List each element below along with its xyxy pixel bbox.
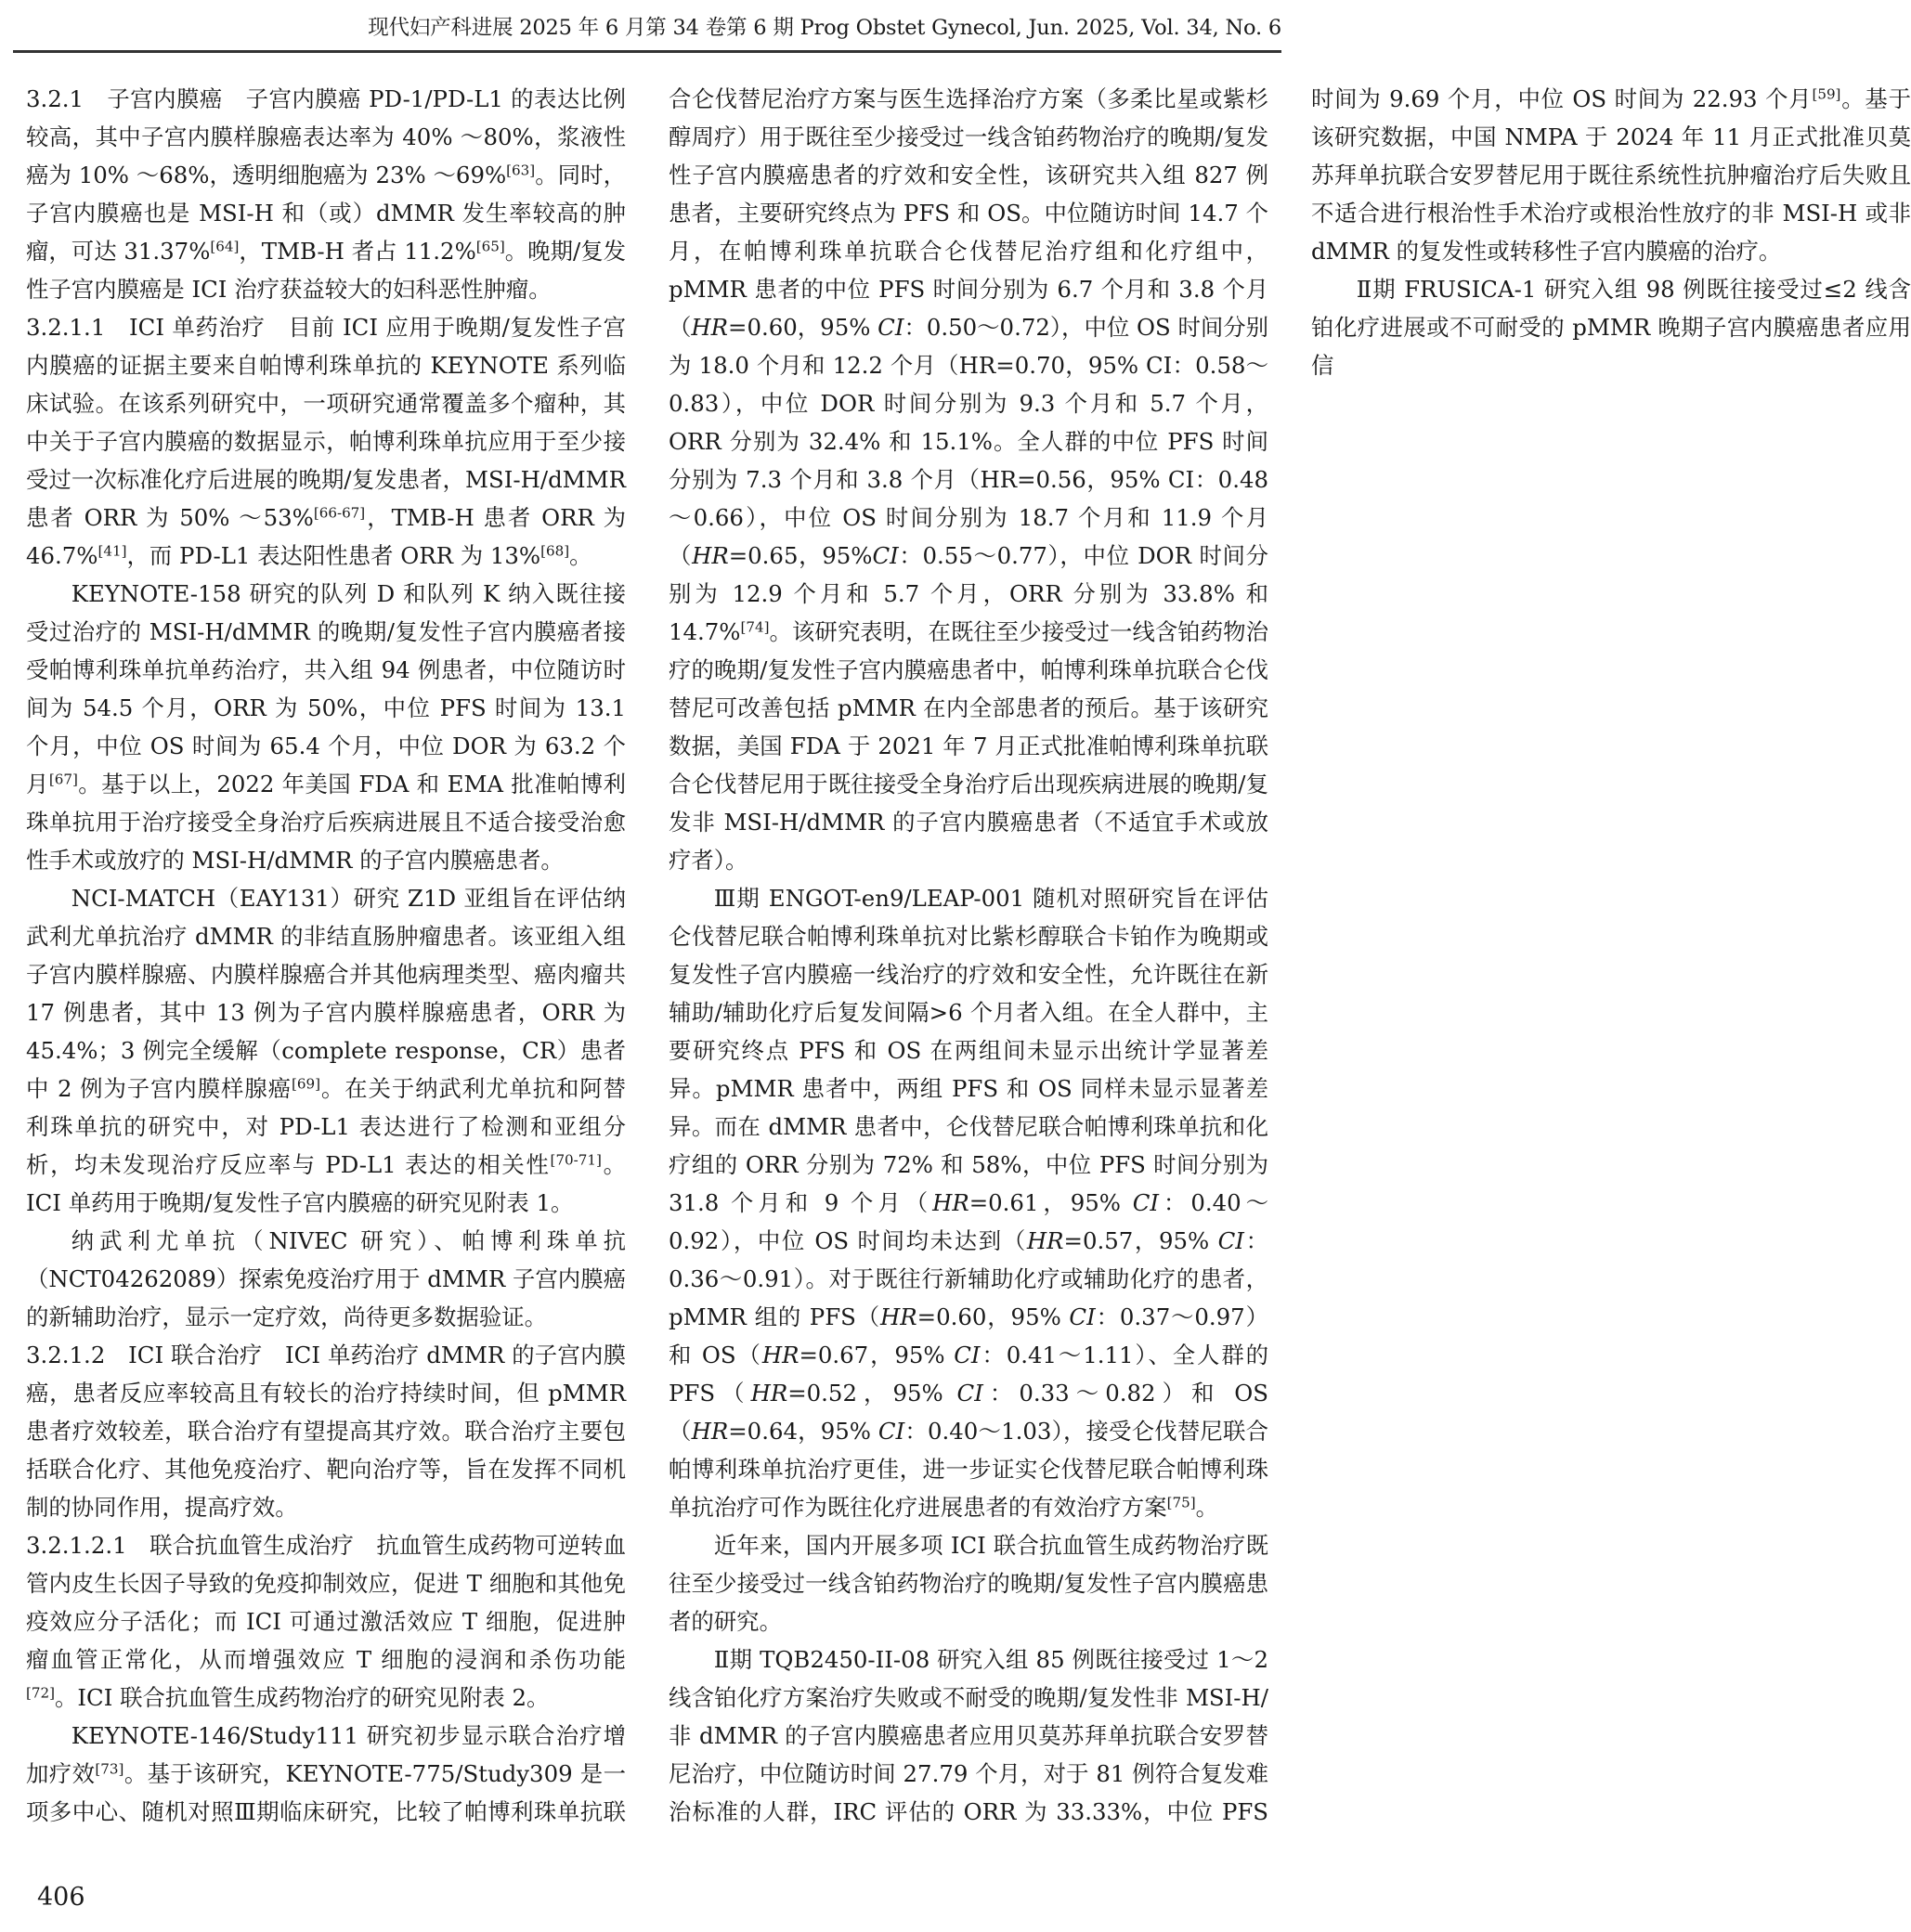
text-run: ，TMB-H 患者 ORR 为 46.7%: [26, 504, 626, 569]
text-run: 。晚期/复发性子宫内膜癌是 ICI 治疗获益较大的妇科恶性肿瘤。: [26, 238, 626, 303]
body-paragraph: [1311, 270, 1911, 384]
text-run: 3.2.1.2 ICI 联合治疗 ICI 单药治疗 dMMR 的子宫内膜癌，患者反应率较高且有较长的治疗持续时间，但 pMMR 患者疗效较差，联合治疗有望提高其疗效。联合治疗主要包括联合化疗、其他免疫治疗、靶向治疗等，旨在发挥不同机制的协同作用，提高疗效。: [26, 1342, 626, 1521]
article-body: [26, 80, 1911, 1862]
text-run: 。同时，子宫内膜癌也是 MSI-H 和（或）dMMR 发生率较高的肿瘤，可达 31.37%: [26, 162, 626, 265]
text-run: ：0.55～0.77），中位 DOR 时间分别为 12.9 个月和 5.7 个月，ORR 分别为 33.8% 和 14.7%: [669, 542, 1268, 645]
text-run: =0.57，95%: [1063, 1227, 1218, 1254]
text-run: ：0.50～0.72），中位 OS 时间分别为 18.0 个月和 12.2 个月（HR=0.70，95% CI：0.58～0.83），中位 DOR 时间分别为 9.3 个月和 5.7 个月，ORR 分别为 32.4% 和 15.1%。全人群的中位 PFS 时间分别为 7.3 个月和 3.8 个月（HR=0.56，95% CI：0.48～0.66），中位 OS 时间分别为 18.7 个月和 11.9 个月（: [669, 314, 1269, 569]
text-run: Ⅲ期 ENGOT-en9/LEAP-001 随机对照研究旨在评估仑伐替尼联合帕博利珠单抗对比紫杉醇联合卡铂作为晚期或复发性子宫内膜癌一线治疗的疗效和安全性，允许既往在新辅助/辅助化疗后复发间隔>6 个月者入组。在全人群中，主要研究终点 PFS 和 OS 在两组间未显示出统计学显著差异。pMMR 患者中，两组 PFS 和 OS 同样未显示显著差异。而在 dMMR 患者中，仑伐替尼联合帕博利珠单抗和化疗组的 ORR 分别为 72% 和 58%，中位 PFS 时间分别为 31.8 个月和 9 个月（: [669, 885, 1268, 1216]
text-run: ，而 PD-L1 表达阳性患者 ORR 为 13%: [126, 542, 541, 569]
italic-term: HR: [692, 542, 729, 569]
italic-term: CI: [878, 1418, 905, 1445]
text-run: 。基于该研究，KEYNOTE-775/Study309 是一项多中心、随机对照Ⅲ期临床研究，比较了帕博利珠单抗联合仑伐替尼治疗方案与医生选择治疗方案（多柔比星或紫杉醇周疗）用于既往至少接受过一线含铂药物治疗的晚期/复发性子宫内膜癌患者的疗效和安全性，该研究共入组 827 例患者，主要研究终点为 PFS 和 OS。中位随访时间 14.7 个月，在帕博利珠单抗联合仑伐替尼治疗组和化疗组中，pMMR 患者的中位 PFS 时间分别为 6.7 个月和 3.8 个月（: [26, 85, 1268, 1825]
text-run: =0.60，95%: [728, 314, 878, 341]
citation-ref: [68]: [540, 542, 570, 560]
citation-ref: [67]: [48, 771, 78, 788]
citation-ref: [65]: [475, 238, 505, 255]
text-run: =0.52，95%: [787, 1380, 957, 1407]
text-run: 。在关于纳武利尤单抗和阿替利珠单抗的研究中，对 PD-L1 表达进行了检测和亚组分析，均未发现治疗反应率与 PD-L1 表达的相关性: [26, 1075, 626, 1178]
citation-ref: [75]: [1166, 1494, 1196, 1511]
text-run: 3.2.1.2.1 联合抗血管生成治疗 抗血管生成药物可逆转血管内皮生长因子导致的免疫抑制效应，促进 T 细胞和其他免疫效应分子活化；而 ICI 可通过激活效应 T 细胞，促进肿瘤血管正常化，从而增强效应 T 细胞的浸润和杀伤功能: [26, 1532, 626, 1673]
text-run: KEYNOTE-146/Study111 研究初步显示联合治疗增加疗效: [26, 1722, 626, 1787]
text-run: ：0.41～1.11）、全人群的 PFS（: [669, 1342, 1268, 1407]
body-paragraph: [669, 1526, 1268, 1640]
body-paragraph: [26, 1222, 626, 1336]
text-run: Ⅱ期 TQB2450-II-08 研究入组 85 例既往接受过 1～2 线含铂化疗方案治疗失败或不耐受的晚期/复发性非 MSI-H/非 dMMR 的子宫内膜癌患者应用贝莫苏拜单抗联合安罗替尼治疗，中位随访时间 27.79 个月，对于 81 例符合复发难治标准的人群，IRC 评估的 ORR 为 33.33%，中位 PFS 时间为 9.69 个月，中位 OS 时间为 22.93 个月: [669, 85, 1813, 1825]
running-header: 现代妇产科进展 2025 年 6 月第 34 卷第 6 期 Prog Obstet Gynecol, Jun. 2025, Vol. 34, No. 6: [368, 16, 1281, 40]
italic-term: HR: [691, 1418, 729, 1445]
text-run: 近年来，国内开展多项 ICI 联合抗血管生成药物治疗既往至少接受过一线含铂药物治疗的晚期/复发性子宫内膜癌患者的研究。: [669, 1532, 1268, 1635]
text-run: =0.64，95%: [728, 1418, 878, 1445]
italic-term: HR: [761, 1342, 800, 1368]
text-run: =0.61，95%: [968, 1189, 1133, 1216]
text-run: ：0.33～0.82）和 OS（: [669, 1380, 1269, 1445]
text-run: 3.2.1.1 ICI 单药治疗 目前 ICI 应用于晚期/复发性子宫内膜癌的证据主要来自帕博利珠单抗的 KEYNOTE 系列临床试验。在该系列研究中，一项研究通常覆盖多个瘤种，其中关于子宫内膜癌的数据显示，帕博利珠单抗应用于至少接受过一次标准化疗后进展的晚期/复发患者，MSI-H/dMMR 患者 ORR 为 50% ～53%: [26, 314, 626, 531]
body-paragraph: [26, 575, 626, 879]
text-run: 。ICI 联合抗血管生成药物治疗的研究见附表 2。: [55, 1684, 550, 1711]
text-run: ：0.36～0.91）。对于既往行新辅助化疗或辅助化疗的患者，pMMR 组的 PFS（: [669, 1227, 1268, 1330]
italic-term: CI: [1217, 1227, 1244, 1254]
citation-ref: [73]: [95, 1760, 124, 1778]
page-number: 406: [37, 1883, 85, 1912]
text-run: 。该研究表明，在既往至少接受过一线含铂药物治疗的晚期/复发性子宫内膜癌患者中，帕博利珠单抗联合仑伐替尼可改善包括 pMMR 在内全部患者的预后。基于该研究数据，美国 FDA 于 2021 年 7 月正式批准帕博利珠单抗联合仑伐替尼用于既往接受全身治疗后出现疾病进展的晚期/复发非 MSI-H/dMMR 的子宫内膜癌患者（不适宜手术或放疗者）。: [669, 618, 1268, 874]
italic-term: HR: [1026, 1227, 1064, 1254]
text-run: 。ICI 单药用于晚期/复发性子宫内膜癌的研究见附表 1。: [26, 1151, 626, 1216]
italic-term: CI: [1132, 1189, 1160, 1216]
citation-ref: [70-71]: [550, 1151, 602, 1169]
text-run: =0.65，95%: [728, 542, 873, 569]
italic-term: HR: [932, 1189, 969, 1216]
text-run: ：0.37～0.97）和 OS（: [669, 1303, 1268, 1368]
italic-term: HR: [750, 1380, 788, 1407]
text-run: NCI-MATCH（EAY131）研究 Z1D 亚组旨在评估纳武利尤单抗治疗 dMMR 的非结直肠肿瘤患者。该亚组入组子宫内膜样腺癌、内膜样腺癌合并其他病理类型、癌肉瘤共 17 例患者，其中 13 例为子宫内膜样腺癌患者，ORR 为 45.4%；3 例完全缓解（complete response，CR）患者中 2 例为子宫内膜样腺癌: [26, 885, 626, 1102]
body-paragraph: [26, 80, 626, 308]
text-run: ：0.40～0.92），中位 OS 时间均未达到（: [669, 1189, 1268, 1254]
body-paragraph: [26, 879, 626, 1222]
body-paragraph: [26, 1526, 626, 1717]
citation-ref: [72]: [26, 1684, 56, 1702]
italic-term: CI: [878, 314, 904, 341]
citation-ref: [64]: [210, 238, 240, 255]
text-run: KEYNOTE-158 研究的队列 D 和队列 K 纳入既往接受过治疗的 MSI-H/dMMR 的晚期/复发性子宫内膜癌者接受帕博利珠单抗单药治疗，共入组 94 例患者，中位随访时间为 54.5 个月，ORR 为 50%，中位 PFS 时间为 13.1 个月，中位 OS 时间为 65.4 个月，中位 DOR 为 63.2 个月: [26, 580, 626, 797]
header-rule: [13, 50, 1281, 53]
citation-ref: [74]: [740, 618, 770, 636]
body-paragraph: [669, 879, 1268, 1526]
text-run: ：0.40～1.03），接受仑伐替尼联合帕博利珠单抗治疗更佳，进一步证实仑伐替尼联合帕博利珠单抗治疗可作为既往化疗进展患者的有效治疗方案: [669, 1418, 1268, 1521]
citation-ref: [66-67]: [313, 504, 366, 522]
text-run: Ⅱ期 FRUSICA-1 研究入组 98 例既往接受过≤2 线含铂化疗进展或不可耐受的 pMMR 晚期子宫内膜癌患者应用信: [1311, 276, 1911, 379]
text-run: 。: [1195, 1494, 1219, 1521]
text-run: =0.60，95%: [916, 1303, 1070, 1330]
text-run: 3.2.1 子宫内膜癌 子宫内膜癌 PD-1/PD-L1 的表达比例较高，其中子宫内膜样腺癌表达率为 40% ～80%，浆液性癌为 10% ～68%，透明细胞癌为 23% ～69%: [26, 85, 626, 188]
citation-ref: [41]: [98, 542, 127, 560]
italic-term: HR: [691, 314, 729, 341]
italic-term: CI: [1069, 1303, 1096, 1330]
italic-term: CI: [872, 542, 899, 569]
body-paragraph: [26, 308, 626, 575]
text-run: =0.67，95%: [799, 1342, 955, 1368]
italic-term: CI: [954, 1342, 981, 1368]
citation-ref: [69]: [291, 1075, 320, 1093]
text-run: 。基于以上，2022 年美国 FDA 和 EMA 批准帕博利珠单抗用于治疗接受全身治疗后疾病进展且不适合接受治愈性手术或放疗的 MSI-H/dMMR 的子宫内膜癌患者。: [26, 771, 626, 874]
citation-ref: [59]: [1812, 85, 1841, 103]
citation-ref: [63]: [506, 162, 536, 179]
text-run: 。: [569, 542, 592, 569]
italic-term: CI: [956, 1380, 983, 1407]
text-run: 纳武利尤单抗（NIVEC 研究）、帕博利珠单抗（NCT04262089）探索免疫治疗用于 dMMR 子宫内膜癌的新辅助治疗，显示一定疗效，尚待更多数据验证。: [26, 1227, 626, 1330]
text-run: ，TMB-H 者占 11.2%: [239, 238, 476, 265]
italic-term: HR: [880, 1303, 917, 1330]
body-paragraph: [26, 1336, 626, 1526]
text-run: 。基于该研究数据，中国 NMPA 于 2024 年 11 月正式批准贝莫苏拜单抗联合安罗替尼用于既往系统性抗肿瘤治疗后失败且不适合进行根治性手术治疗或根治性放疗的非 MSI-H 或非 dMMR 的复发性或转移性子宫内膜癌的治疗。: [1311, 85, 1911, 265]
